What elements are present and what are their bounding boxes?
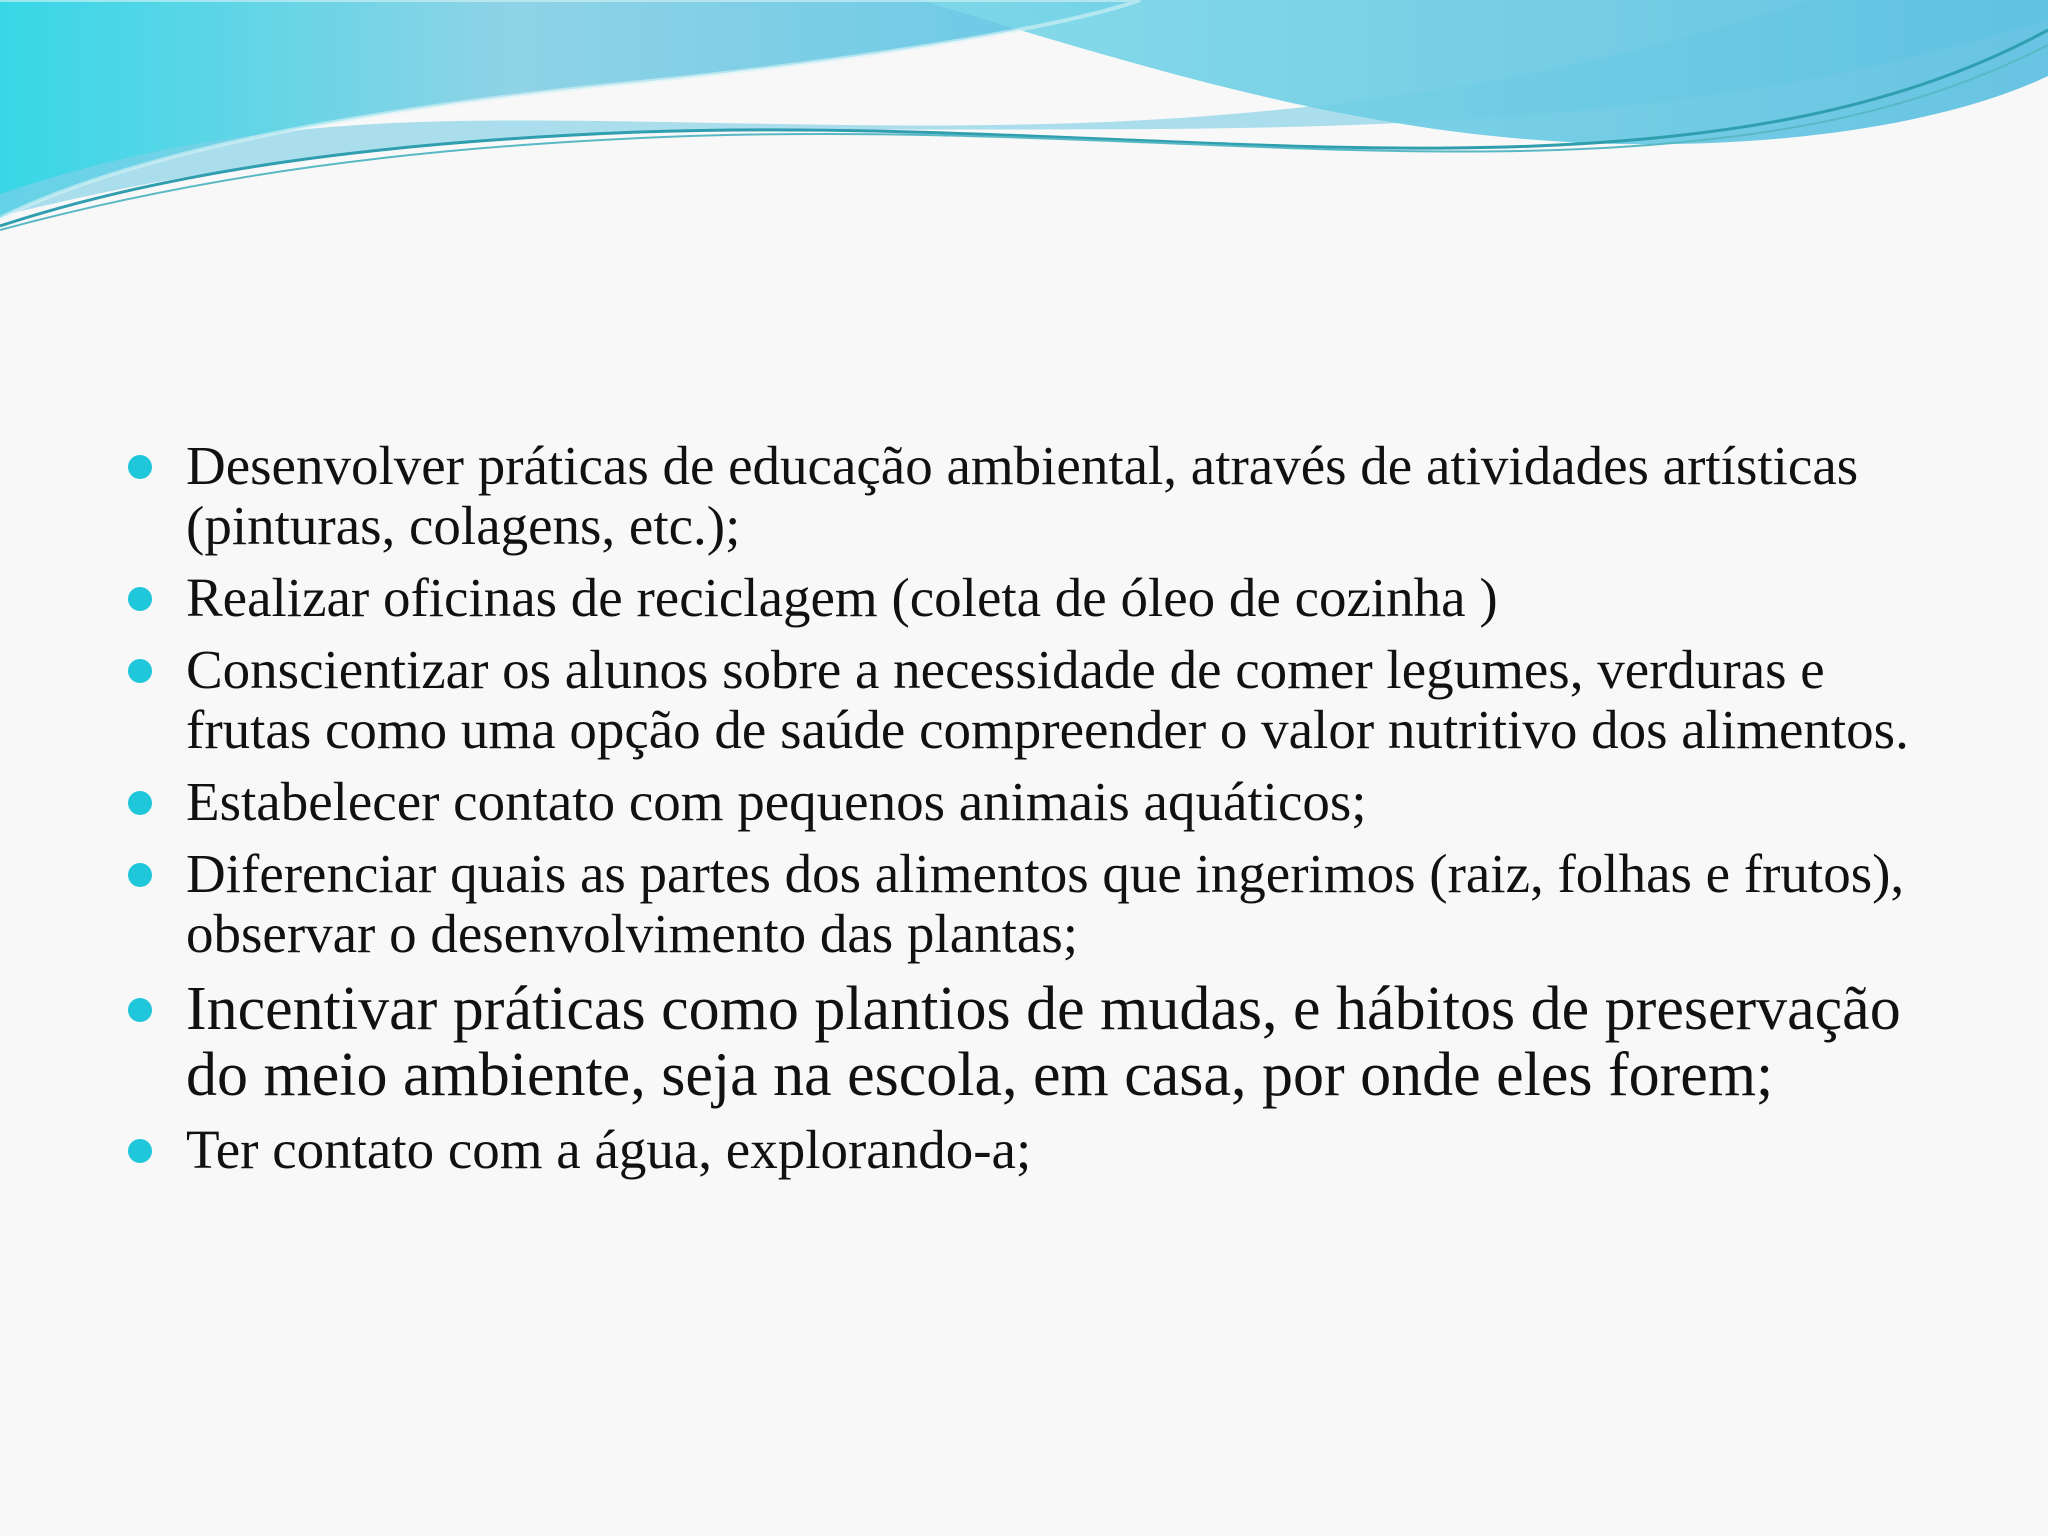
bullet-text: Estabelecer contato com pequenos animais aquáticos;: [186, 771, 1367, 832]
bullet-dot-icon: [128, 455, 152, 479]
bullet-text: Incentivar práticas como plantios de mudas, e hábitos de preservação do meio ambiente, seja na escola, em casa, por onde eles forem;: [186, 975, 1901, 1109]
bullet-text: Desenvolver práticas de educação ambiental, através de atividades artísticas (pinturas, colagens, etc.);: [186, 435, 1859, 556]
decorative-wave-header: [0, 0, 2048, 240]
bullet-item: [124, 1120, 1924, 1180]
bullet-item: [124, 844, 1924, 964]
bullet-dot-icon: [128, 587, 152, 611]
bullet-item: [124, 772, 1924, 832]
bullet-list: [124, 436, 1924, 1192]
bullet-item: [124, 568, 1924, 628]
bullet-item: [124, 976, 1924, 1108]
bullet-item: [124, 436, 1924, 556]
bullet-text: Diferenciar quais as partes dos alimentos que ingerimos (raiz, folhas e frutos), observar o desenvolvimento das plantas;: [186, 843, 1905, 964]
bullet-dot-icon: [128, 659, 152, 683]
bullet-text: Ter contato com a água, explorando-a;: [186, 1119, 1032, 1180]
bullet-dot-icon: [128, 998, 152, 1022]
bullet-dot-icon: [128, 791, 152, 815]
bullet-text: Realizar oficinas de reciclagem (coleta de óleo de cozinha ): [186, 567, 1498, 628]
bullet-item: [124, 640, 1924, 760]
bullet-text: Conscientizar os alunos sobre a necessidade de comer legumes, verduras e frutas como uma opção de saúde compreender o valor nutritivo dos alimentos.: [186, 639, 1909, 760]
bullet-dot-icon: [128, 863, 152, 887]
bullet-dot-icon: [128, 1139, 152, 1163]
